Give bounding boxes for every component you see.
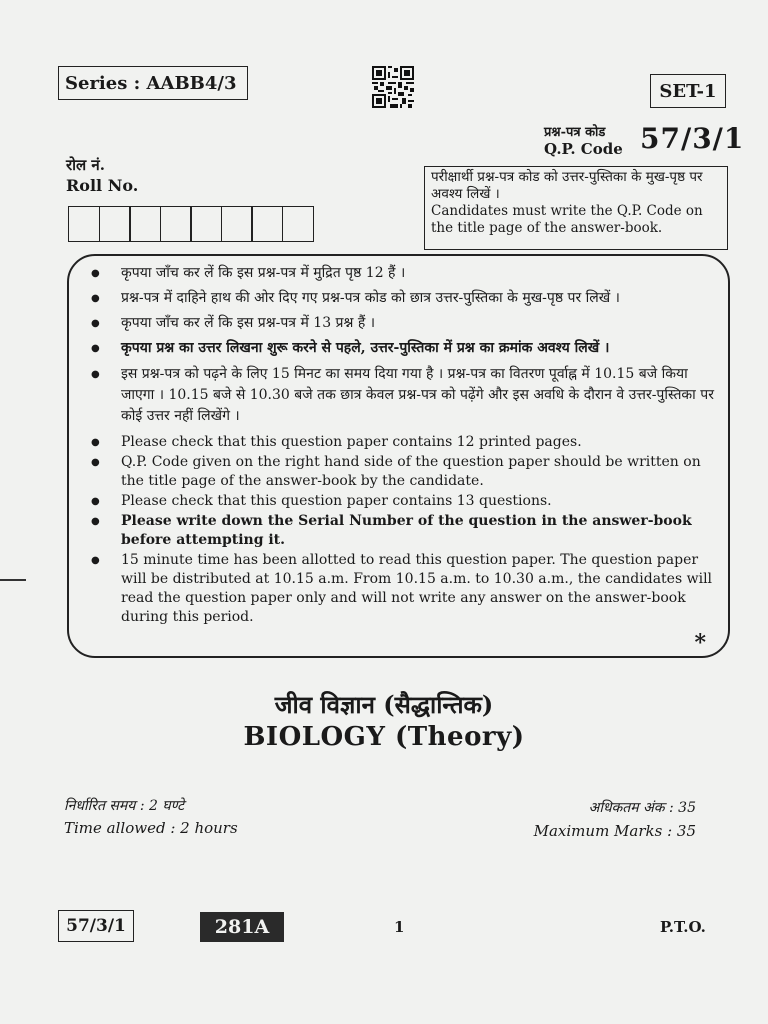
instructions-english-list bbox=[89, 433, 716, 627]
qr-code-icon bbox=[372, 66, 414, 108]
instruction-item: ● Please check that this question paper contains 12 printed pages. bbox=[89, 433, 716, 452]
roll-number-cell bbox=[282, 206, 314, 242]
instruction-item: ● कृपया जाँच कर लें कि इस प्रश्न-पत्र में 13 प्रश्न हैं । bbox=[89, 314, 716, 333]
instruction-item: ● 15 minute time has been allotted to read this question paper. The question paper will be distributed at 10.15 a.m. From 10.15 a.m. to 10.30 a.m., the candidates will read the question paper only and will not write any answer on the answer-book during this period. bbox=[89, 551, 716, 627]
subject-title-hindi: जीव विज्ञान (सैद्धान्तिक) bbox=[274, 690, 494, 719]
set-label: SET-1 bbox=[659, 80, 717, 102]
instruction-item: ● कृपया प्रश्न का उत्तर लिखना शुरू करने से पहले, उत्तर-पुस्तिका में प्रश्न का क्रमांक अवश्य लिखें । bbox=[89, 339, 716, 358]
footer-qp-code: 57/3/1 bbox=[66, 916, 126, 936]
instruction-item: ● प्रश्न-पत्र में दाहिने हाथ की ओर दिए गए प्रश्न-पत्र कोड को छात्र उत्तर-पुस्तिका के मुख-पृष्ठ पर लिखें । bbox=[89, 289, 716, 308]
margin-dash bbox=[0, 579, 26, 581]
pto-label: P.T.O. bbox=[660, 918, 706, 936]
roll-number-cell bbox=[251, 206, 283, 242]
maximum-marks: Maximum Marks : 35 bbox=[533, 822, 696, 840]
candidate-note-english: Candidates must write the Q.P. Code on the title page of the answer-book. bbox=[431, 203, 703, 236]
roll-number-cell bbox=[221, 206, 253, 242]
maximum-marks-hindi: अधिकतम अंक : 35 bbox=[588, 800, 696, 816]
footer-qp-code-box bbox=[58, 910, 134, 942]
roll-number-cell bbox=[68, 206, 100, 242]
instruction-item: ● इस प्रश्न-पत्र को पढ़ने के लिए 15 मिनट का समय दिया गया है । प्रश्न-पत्र का वितरण पूर्वाह्न में 10.15 बजे किया जाएगा । 10.15 बजे से 10.30 बजे तक छात्र केवल प्रश्न-पत्र को पढ़ेंगे और इस अवधि के दौरान वे उत्तर-पुस्तिका पर कोई उत्तर नहीं लिखेंगे । bbox=[89, 364, 716, 427]
time-allowed: Time allowed : 2 hours bbox=[64, 819, 238, 837]
star-mark: * bbox=[694, 630, 706, 656]
instruction-item: ● Please check that this question paper contains 13 questions. bbox=[89, 492, 716, 511]
qp-code-label: Q.P. Code bbox=[544, 140, 623, 158]
time-allowed-hindi: निर्धारित समय : 2 घण्टे bbox=[64, 798, 185, 814]
qp-code-value: 57/3/1 bbox=[640, 122, 745, 155]
set-box bbox=[650, 74, 726, 108]
roll-number-cell bbox=[190, 206, 222, 242]
roll-number-hindi-label: रोल नं. bbox=[66, 156, 105, 174]
roll-number-cell bbox=[160, 206, 192, 242]
candidate-note-box bbox=[424, 166, 728, 250]
roll-number-cell bbox=[129, 206, 161, 242]
instructions-box bbox=[67, 254, 730, 658]
instruction-item: ● Q.P. Code given on the right hand side of the question paper should be written on the title page of the answer-book by the candidate. bbox=[89, 453, 716, 491]
instruction-item: ● कृपया जाँच कर लें कि इस प्रश्न-पत्र में मुद्रित पृष्ठ 12 हैं । bbox=[89, 264, 716, 283]
series-box bbox=[58, 66, 248, 100]
roll-number-label: Roll No. bbox=[66, 176, 139, 195]
instructions-hindi-list bbox=[89, 264, 716, 427]
subject-title: BIOLOGY (Theory) bbox=[243, 722, 525, 752]
roll-number-cell bbox=[99, 206, 131, 242]
qp-code-hindi-label: प्रश्न-पत्र कोड bbox=[544, 125, 606, 140]
page-number: 1 bbox=[394, 918, 405, 936]
roll-number-boxes bbox=[68, 206, 314, 242]
series-label: Series : AABB4/3 bbox=[65, 72, 237, 94]
candidate-note-hindi: परीक्षार्थी प्रश्न-पत्र कोड को उत्तर-पुस्तिका के मुख-पृष्ठ पर अवश्य लिखें । bbox=[431, 169, 703, 202]
instruction-item: ● Please write down the Serial Number of the question in the answer-book before attempting it. bbox=[89, 512, 716, 550]
paper-id-badge: 281A bbox=[200, 912, 284, 942]
